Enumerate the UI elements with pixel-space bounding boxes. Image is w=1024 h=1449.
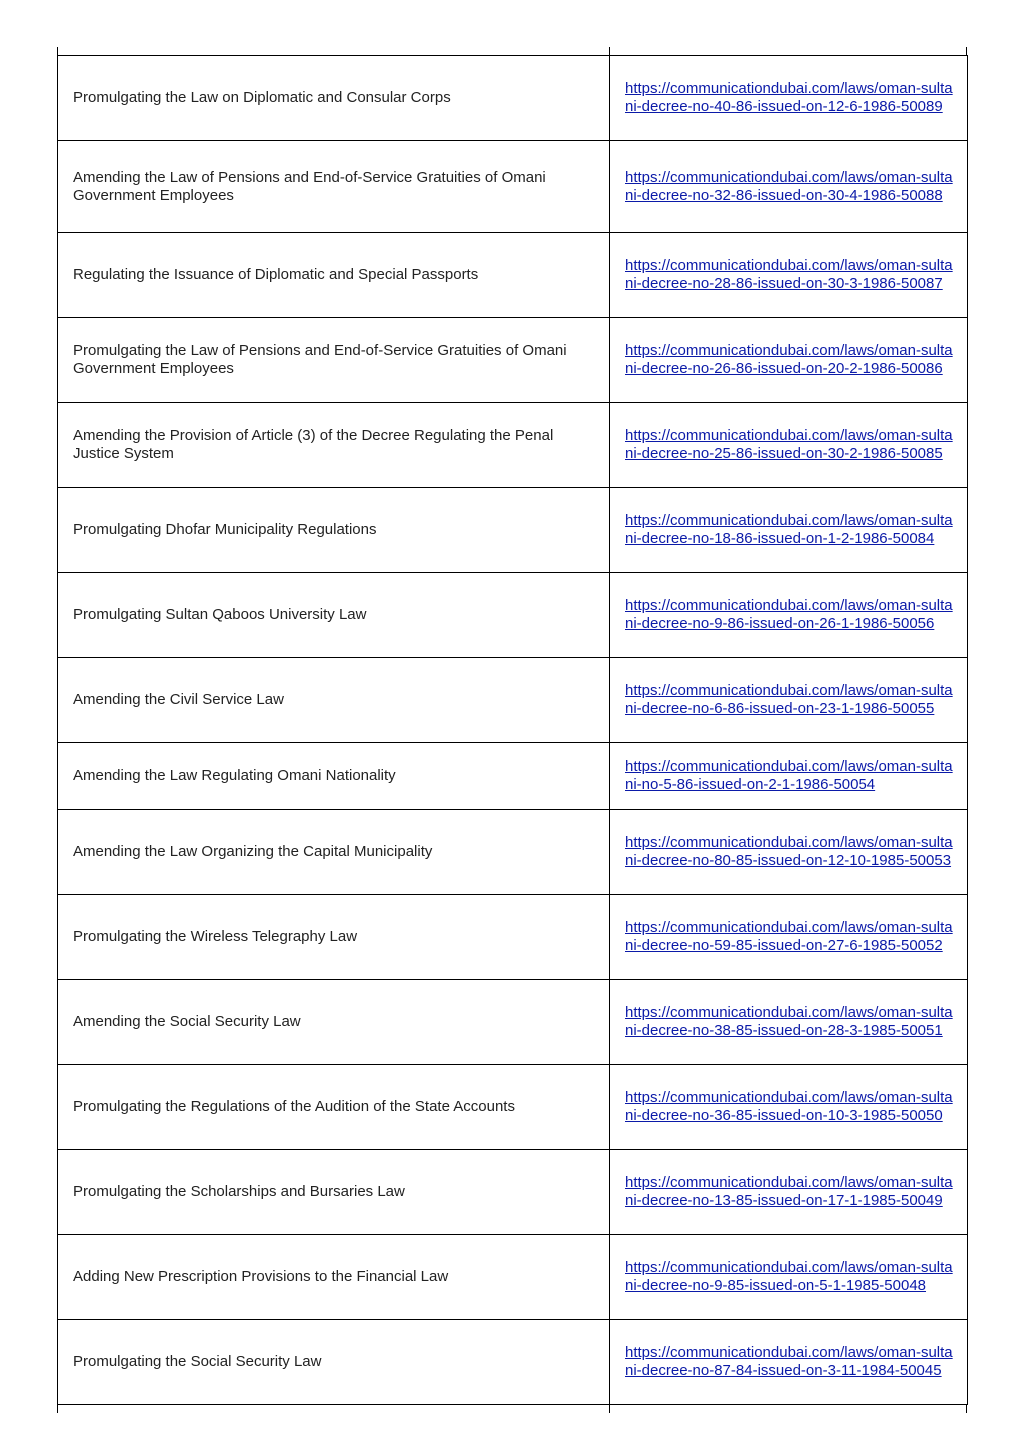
table-row xyxy=(58,318,968,403)
law-link-cell xyxy=(610,403,968,488)
laws-table xyxy=(57,55,968,1405)
table-row xyxy=(58,810,968,895)
table-row xyxy=(58,488,968,573)
law-title: Promulgating the Regulations of the Audition of the State Accounts xyxy=(58,1065,610,1150)
law-link-cell xyxy=(610,488,968,573)
law-link-cell xyxy=(610,318,968,403)
law-link[interactable]: https://communicationdubai.com/laws/oman-sultani-decree-no-18-86-issued-on-1-2-1986-50084 xyxy=(625,512,953,547)
law-link-cell xyxy=(610,810,968,895)
law-title: Promulgating the Law on Diplomatic and Consular Corps xyxy=(58,56,610,141)
law-link[interactable]: https://communicationdubai.com/laws/oman-sultani-no-5-86-issued-on-2-1-1986-50054 xyxy=(625,758,953,793)
law-link-cell xyxy=(610,233,968,318)
table-continuation-bottom xyxy=(57,1405,967,1413)
law-title: Regulating the Issuance of Diplomatic and Special Passports xyxy=(58,233,610,318)
law-link-cell xyxy=(610,980,968,1065)
table-row xyxy=(58,1320,968,1405)
table-row xyxy=(58,1065,968,1150)
table-row xyxy=(58,895,968,980)
law-link[interactable]: https://communicationdubai.com/laws/oman-sultani-decree-no-40-86-issued-on-12-6-1986-50089 xyxy=(625,80,953,115)
table-row xyxy=(58,56,968,141)
law-title: Promulgating the Scholarships and Bursaries Law xyxy=(58,1150,610,1235)
table-row xyxy=(58,1150,968,1235)
table-row xyxy=(58,233,968,318)
law-title: Promulgating Dhofar Municipality Regulations xyxy=(58,488,610,573)
table-row xyxy=(58,403,968,488)
law-title: Promulgating Sultan Qaboos University Law xyxy=(58,573,610,658)
law-link-cell xyxy=(610,56,968,141)
law-link[interactable]: https://communicationdubai.com/laws/oman-sultani-decree-no-9-85-issued-on-5-1-1985-50048 xyxy=(625,1259,953,1294)
law-title: Amending the Social Security Law xyxy=(58,980,610,1065)
law-title: Promulgating the Social Security Law xyxy=(58,1320,610,1405)
law-title: Promulgating the Wireless Telegraphy Law xyxy=(58,895,610,980)
table-row xyxy=(58,658,968,743)
law-link[interactable]: https://communicationdubai.com/laws/oman-sultani-decree-no-59-85-issued-on-27-6-1985-50052 xyxy=(625,919,953,954)
law-link-cell xyxy=(610,1320,968,1405)
law-link-cell xyxy=(610,743,968,810)
law-link[interactable]: https://communicationdubai.com/laws/oman-sultani-decree-no-26-86-issued-on-20-2-1986-50086 xyxy=(625,342,953,377)
law-link-cell xyxy=(610,573,968,658)
law-title: Amending the Provision of Article (3) of the Decree Regulating the Penal Justice System xyxy=(58,403,610,488)
law-link[interactable]: https://communicationdubai.com/laws/oman-sultani-decree-no-38-85-issued-on-28-3-1985-50051 xyxy=(625,1004,953,1039)
law-link-cell xyxy=(610,141,968,233)
law-link-cell xyxy=(610,658,968,743)
law-link[interactable]: https://communicationdubai.com/laws/oman-sultani-decree-no-80-85-issued-on-12-10-1985-50053 xyxy=(625,834,953,869)
law-link[interactable]: https://communicationdubai.com/laws/oman-sultani-decree-no-25-86-issued-on-30-2-1986-50085 xyxy=(625,427,953,462)
law-link[interactable]: https://communicationdubai.com/laws/oman-sultani-decree-no-87-84-issued-on-3-11-1984-50045 xyxy=(625,1344,953,1379)
law-title: Amending the Law Regulating Omani Nationality xyxy=(58,743,610,810)
law-link-cell xyxy=(610,1065,968,1150)
table-row xyxy=(58,1235,968,1320)
law-link[interactable]: https://communicationdubai.com/laws/oman-sultani-decree-no-36-85-issued-on-10-3-1985-50050 xyxy=(625,1089,953,1124)
table-continuation-top xyxy=(57,47,967,55)
law-title: Promulgating the Law of Pensions and End-of-Service Gratuities of Omani Government Employees xyxy=(58,318,610,403)
laws-table-page xyxy=(57,47,967,1413)
law-link-cell xyxy=(610,895,968,980)
law-link[interactable]: https://communicationdubai.com/laws/oman-sultani-decree-no-28-86-issued-on-30-3-1986-50087 xyxy=(625,257,953,292)
law-title: Amending the Law of Pensions and End-of-Service Gratuities of Omani Government Employees xyxy=(58,141,610,233)
table-row xyxy=(58,980,968,1065)
table-row xyxy=(58,743,968,810)
law-link[interactable]: https://communicationdubai.com/laws/oman-sultani-decree-no-32-86-issued-on-30-4-1986-50088 xyxy=(625,168,953,204)
law-link[interactable]: https://communicationdubai.com/laws/oman-sultani-decree-no-9-86-issued-on-26-1-1986-50056 xyxy=(625,597,953,632)
table-row xyxy=(58,573,968,658)
table-row xyxy=(58,141,968,233)
law-link[interactable]: https://communicationdubai.com/laws/oman-sultani-decree-no-13-85-issued-on-17-1-1985-50049 xyxy=(625,1174,953,1209)
law-link-cell xyxy=(610,1235,968,1320)
law-title: Adding New Prescription Provisions to the Financial Law xyxy=(58,1235,610,1320)
law-title: Amending the Law Organizing the Capital Municipality xyxy=(58,810,610,895)
law-link[interactable]: https://communicationdubai.com/laws/oman-sultani-decree-no-6-86-issued-on-23-1-1986-50055 xyxy=(625,682,953,717)
law-link-cell xyxy=(610,1150,968,1235)
law-title: Amending the Civil Service Law xyxy=(58,658,610,743)
